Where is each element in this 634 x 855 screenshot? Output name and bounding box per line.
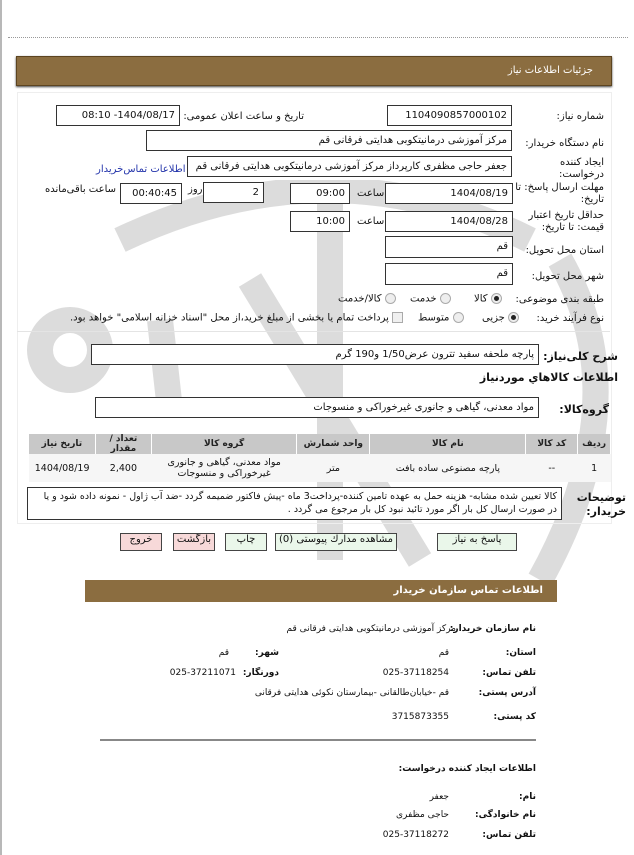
process-option-minor[interactable]: [482, 312, 519, 324]
respond-button[interactable]: پاسخ به نیاز: [437, 533, 517, 551]
contact-province-label: استان:: [505, 648, 536, 658]
contact-org-value: مرکز آموزشی درمانیتکوبی هدایتی فرقانی قم: [286, 624, 456, 634]
checkbox-icon[interactable]: [392, 312, 403, 323]
items-table: [29, 434, 611, 482]
process-type-label: نوع فرآیند خرید:: [536, 313, 604, 324]
announce-datetime-field: 1404/08/17- 08:10: [56, 105, 180, 126]
cell-group: مواد معدنی، گیاهی و جانوری غیرخوراکی و منسوجات: [152, 454, 297, 482]
buyer-contact-link[interactable]: اطلاعات تماس‌خریدار: [96, 164, 186, 175]
col-qty: تعداد / مقدار: [95, 434, 151, 454]
option-label: کالا: [474, 293, 488, 305]
response-deadline-time: 09:00: [290, 183, 350, 204]
requester-first-name-value: جعفر: [429, 792, 449, 802]
contact-postal-label: کد پستی:: [493, 712, 536, 722]
requester-last-name-label: نام خانوادگی:: [474, 810, 536, 820]
need-number-label: شماره نیاز:: [556, 111, 604, 122]
buyer-notes-field: کالا تعیین شده مشابه- هزینه حمل به عهده تامین کننده-پرداخت3 ماه -پیش فاکتور ضمیمه گردد -ضد آب ژاول - نمونه داده شود و یا در صورت ارسال کل بار اگر مورد تائید نبود کل بار مرجوع می گردد .: [27, 487, 562, 520]
radio-selected-icon[interactable]: [491, 293, 502, 304]
need-details-header: [16, 56, 612, 86]
contact-fax-value: 025-37211071: [169, 668, 236, 678]
cell-date: 1404/08/19: [29, 454, 95, 482]
buyer-org-label: نام دستگاه خریدار:: [525, 138, 604, 149]
treasury-checkbox-option[interactable]: [70, 312, 403, 324]
requester-phone-value: 025-37118272: [382, 830, 449, 840]
print-button[interactable]: چاپ: [225, 533, 267, 551]
requester-first-name-label: نام:: [519, 792, 536, 802]
requester-last-name-value: حاجی مظفری: [396, 810, 449, 820]
price-validity-time: 10:00: [290, 211, 350, 232]
announce-datetime-label: تاریخ و ساعت اعلان عمومی:: [183, 111, 304, 122]
col-unit: واحد شمارش: [297, 434, 370, 454]
goods-group-field: مواد معدنی، گیاهی و جانوری غیرخوراکی و منسوجات: [95, 397, 539, 418]
option-label: جزیی: [482, 312, 505, 324]
contact-address-label: آدرس پستی:: [478, 688, 536, 698]
price-validity-date: 1404/08/28: [385, 211, 513, 232]
exit-button[interactable]: خروج: [120, 533, 162, 551]
general-description-label: شرح کلی‌نیاز:: [543, 350, 618, 363]
remaining-days-field: 2: [203, 182, 264, 203]
requester-info-title: اطلاعات ایجاد کننده درخواست:: [398, 764, 536, 774]
cell-unit: متر: [297, 454, 370, 482]
cell-row: 1: [578, 454, 611, 482]
buyer-org-field: مرکز آموزشی درمانیتکوبی هدایتی فرقانی قم: [146, 130, 512, 151]
contact-city-value: قم: [218, 648, 229, 658]
contact-city-label: شهر:: [255, 648, 279, 658]
option-label: متوسط: [418, 312, 450, 324]
remaining-time-field: 00:40:45: [120, 183, 182, 204]
top-divider: [8, 37, 628, 38]
contact-phone-value: 025-37118254: [382, 668, 449, 678]
buyer-notes-label: توضیحات خریدار:: [576, 491, 626, 518]
requester-phone-label: تلفن تماس:: [482, 830, 536, 840]
radio-selected-icon[interactable]: [508, 312, 519, 323]
response-deadline-label: مهلت ارسال پاسخ: تا تاریخ:: [515, 182, 604, 205]
contact-postal-value: 3715873355: [391, 712, 449, 722]
contact-phone-label: تلفن تماس:: [482, 668, 536, 678]
category-label: طبقه بندی موضوعی:: [515, 294, 604, 305]
days-label: روز: [188, 184, 203, 195]
view-attachments-button[interactable]: مشاهده مدارك پیوستی (0): [275, 533, 397, 551]
delivery-city-label: شهر محل تحویل:: [531, 271, 604, 282]
price-validity-time-label: ساعت: [357, 216, 385, 227]
cell-name: پارچه مصنوعی ساده بافت: [370, 454, 526, 482]
col-code: کد کالا: [526, 434, 578, 454]
table-row: [29, 454, 611, 482]
buyer-contact-header: [85, 580, 557, 602]
goods-group-label: گروه‌کالا:: [559, 403, 609, 416]
back-button[interactable]: بازگشت: [173, 533, 215, 551]
category-option-goods[interactable]: [474, 293, 502, 305]
header-title: جزئیات اطلاعات نیاز: [507, 65, 593, 76]
contact-fax-label: دورنگار:: [242, 668, 279, 678]
contact-org-label: نام سازمان خریدار:: [449, 624, 536, 634]
category-option-service[interactable]: [410, 293, 451, 305]
remaining-time-label: ساعت باقی‌مانده: [45, 184, 117, 195]
option-label: خدمت: [410, 293, 437, 305]
cell-code: --: [526, 454, 578, 482]
requester-label: ایجاد کننده درخواست:: [559, 157, 604, 180]
buyer-contact-title: اطلاعات تماس سازمان خریدار: [393, 585, 543, 596]
need-number-field: 1104090857000102: [387, 105, 512, 126]
radio-icon[interactable]: [385, 293, 396, 304]
col-date: تاریخ نیاز: [29, 434, 95, 454]
col-group: گروه کالا: [152, 434, 297, 454]
delivery-province-label: استان محل تحویل:: [525, 245, 604, 256]
col-name: نام کالا: [370, 434, 526, 454]
radio-icon[interactable]: [453, 312, 464, 323]
response-time-label: ساعت: [357, 188, 385, 199]
window-edge: [0, 0, 2, 855]
contact-province-value: قم: [438, 648, 449, 658]
checkbox-label: پرداخت تمام یا بخشی از مبلغ خرید،از محل "اسناد خزانه اسلامی" خواهد بود.: [70, 312, 389, 324]
general-description-field: پارچه ملحفه سفید تترون عرض1/50 و190 گرم: [91, 344, 539, 365]
col-row: ردیف: [578, 434, 611, 454]
cell-qty: 2,400: [95, 454, 151, 482]
items-table-header: [29, 434, 611, 454]
requester-field: جعفر حاجی مظفری کارپرداز مرکز آموزشی درمانیتکوبی هدایتی فرقانی قم: [187, 156, 512, 177]
contact-address-value: قم -خیابان‌طالقانی -بیمارستان نکوئی هدایتی فرقانی: [254, 688, 449, 698]
price-validity-label: حداقل تاریخ اعتبار قیمت: تا تاریخ:: [528, 210, 604, 233]
section-divider: [17, 331, 610, 332]
contact-divider: [100, 739, 536, 741]
category-option-goods-service[interactable]: [338, 293, 396, 305]
response-deadline-date: 1404/08/19: [385, 183, 513, 204]
goods-info-title: اطلاعات کالاهاي موردنياز: [479, 371, 618, 384]
radio-icon[interactable]: [440, 293, 451, 304]
option-label: کالا/خدمت: [338, 293, 382, 305]
process-option-medium[interactable]: [418, 312, 464, 324]
delivery-province-field: قم: [385, 236, 513, 258]
delivery-city-field: قم: [385, 263, 513, 285]
